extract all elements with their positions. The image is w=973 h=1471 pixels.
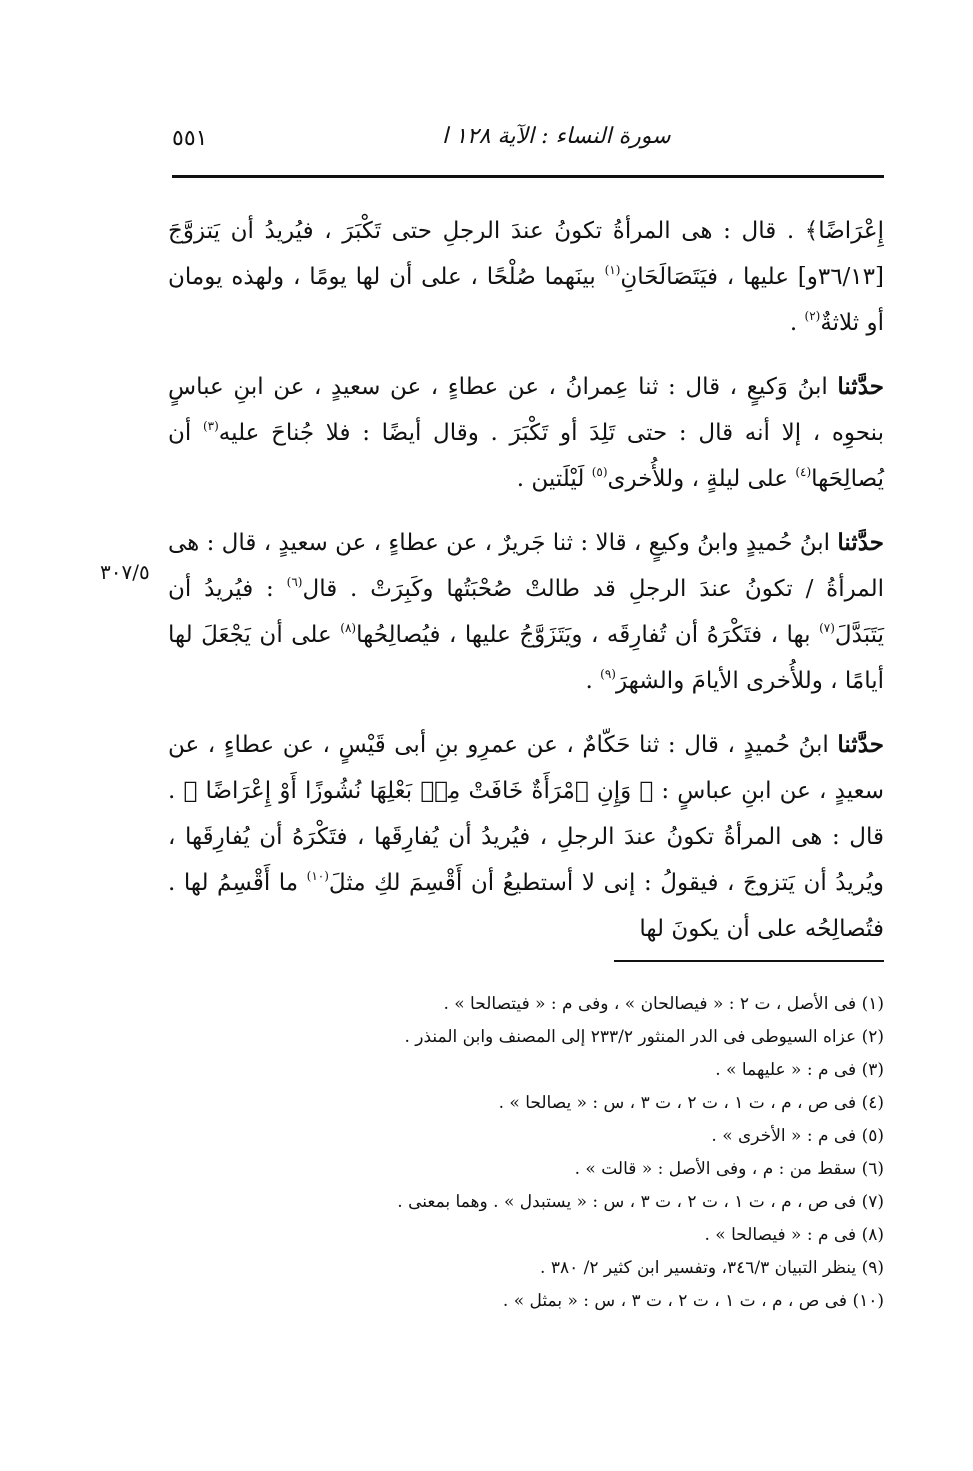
text-segment: إِعْرَاضًا﴾ . قال : هى المرأةُ تكونُ عندَ الرجلِ حتى تَكْبَرَ ، فيُريدُ أن يَتزوَّجَ [٣٦/١٣و] عليها ، فيَتَصَالَحَانِ [168,218,884,290]
text-segment: ابنُ حُميدٍ وابنُ وكيعٍ ، قالا : ثنا جَريرٌ ، عن عطاءٍ ، عن سعيدٍ ، قال : هى المرأةُ / تكونُ عندَ الرجلِ قد طالتْ صُحْبَتُها وكَبِرَتْ . قال [168,530,884,602]
footnote-separator [614,960,884,962]
text-segment: ابنُ وَكيعٍ ، قال : ثنا عِمرانُ ، عن عطاءٍ ، عن سعيدٍ ، عن ابنِ عباسٍ بنحوِه ، إلا أنه قال : حتى تَلِدَ أو تَكْبَرَ . وقال أيضًا : فلا جُناحَ عليه [168,374,884,446]
text-segment: على ليلةٍ ، وللأُخرى [607,466,796,492]
footnote-item: (١) فى الأصل ، ت ٢ : « فيصالحان » ، وفى م : « فيتصالحا » . [443,994,884,1014]
paragraph [168,520,884,704]
running-title: سورة النساء : الآية ١٢٨ ا [442,124,671,149]
footnote-item: (١٠) فى ص ، م ، ت ١ ، ت ٢ ، ت ٣ ، س : « بمثل » . [502,1291,884,1311]
text-segment: بها ، فتَكْرَهُ أن تُفارِقَه ، ويَتَزَوَّجُ عليها ، فيُصالِحُها [356,622,820,648]
footnote-marker: (٣) [202,419,219,433]
text-segment: على أن يَجْعَلَ لها أيامًا ، وللأُخرى الأيامَ والشهرَ [168,622,884,694]
text-segment: أن يُصالِحَها [168,420,884,492]
footnote-marker: (١٠) [306,869,329,883]
text-segment: : فيُريدُ أن يَتَبَدَّلَ [168,576,884,648]
footnote-marker: (٥) [591,465,608,479]
paragraph [168,208,884,346]
narrator-phrase: حدَّثنا [837,373,884,400]
main-text [168,208,884,952]
header-rule [172,175,884,178]
footnote-marker: (٨) [340,621,357,635]
footnote-marker: (٦) [286,575,303,589]
paragraph [168,364,884,502]
footnote-item: (٩) ينظر التبيان ٣٤٦/٣، وتفسير ابن كثير ٢/ ٣٨٠ . [540,1258,884,1278]
narrator-phrase: حدَّثنا [837,731,884,758]
footnote-marker: (١) [604,263,621,277]
text-segment: ابنُ حُميدٍ ، قال : ثنا حَكّامٌ ، عن عمرِو بنِ أبى قَيْسٍ ، عن عطاءٍ ، عن سعيدٍ ، عن ابنِ عباسٍ : ﴿ وَإِنِ ٱمْرَأَةٌ خَافَتْ مِنۢ بَعْلِهَا نُشُوزًا أَوْ إِعْرَاضًا ﴾ . قال : هى المرأةُ تكونُ عندَ الرجلِ ، فيُريدُ أن يُفارِقَها ، فتَكْرَهُ أن يُفارِقَها ، ويُريدُ أن يَتزوجَ ، فيقولُ : إنى لا أستطيعُ أن أَقْسِمَ لكِ مثلَ [168,732,884,896]
footnote-item: (٥) فى م : « الأخرى » . [711,1126,884,1146]
text-segment: بينَهما صُلْحًا ، على أن لها يومًا ، ولهذه يومان أو ثلاثةٌ [168,264,884,336]
text-segment: . [585,668,601,694]
narrator-phrase: حدَّثنا [837,529,884,556]
text-segment: لَيْلَتين . [516,466,592,492]
footnote-item: (٤) فى ص ، م ، ت ١ ، ت ٢ ، ت ٣ ، س : « يصالحا » . [498,1093,884,1113]
text-segment: . [789,310,805,336]
margin-reference: ٣٠٧/٥ [100,560,150,584]
footnote-item: (٢) عزاه السيوطى فى الدر المنثور ٢٣٣/٢ إلى المصنف وابن المنذر . [404,1027,884,1047]
text-segment: ما أَقْسِمُ لها . فتُصالِحُه على أن يكونَ لها [168,870,884,942]
footnote-item: (٨) فى م : « فيصالحا » . [704,1225,884,1245]
footnote-marker: (٢) [804,309,821,323]
footnote-marker: (٧) [819,621,835,635]
page-number: ٥٥١ [172,126,208,151]
footnotes-list [172,988,884,1318]
footnote-marker: (٤) [795,465,812,479]
paragraph [168,722,884,952]
footnote-item: (٧) فى ص ، م ، ت ١ ، ت ٢ ، ت ٣ ، س : « يستبدل » . وهما بمعنى . [397,1192,884,1212]
footnote-item: (٣) فى م : « عليهما » . [715,1060,884,1080]
footnote-item: (٦) سقط من : م ، وفى الأصل : « قالت » . [574,1159,884,1179]
page-header [172,120,884,168]
footnote-marker: (٩) [600,667,616,681]
